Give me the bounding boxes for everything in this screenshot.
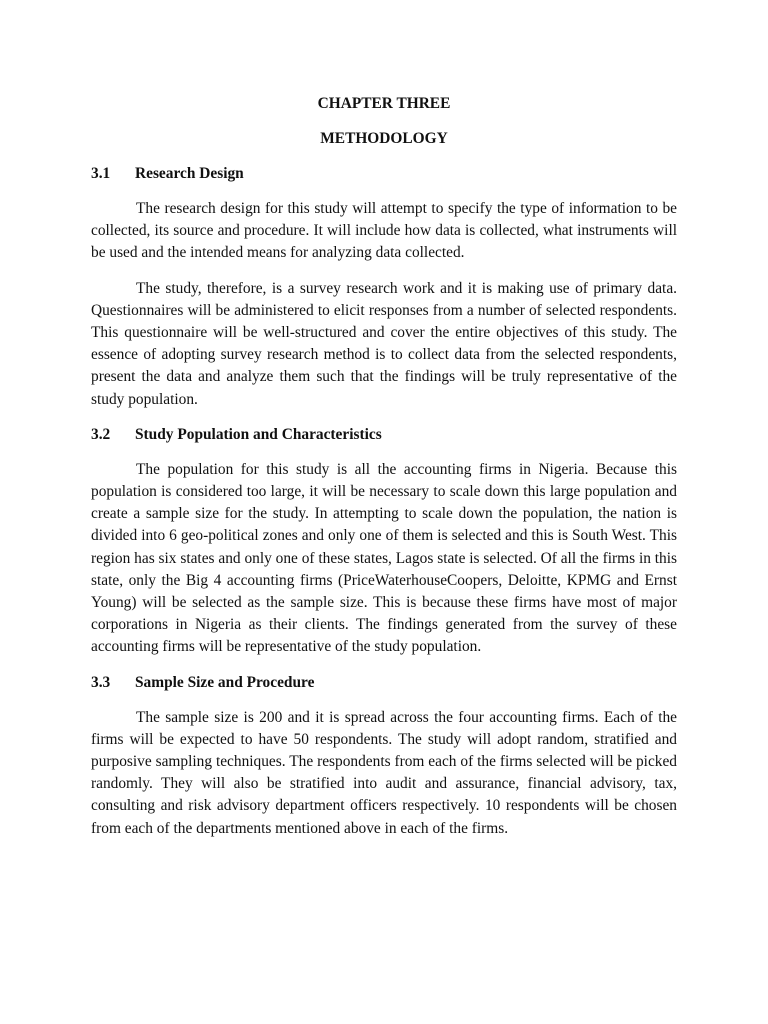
- chapter-subtitle: METHODOLOGY: [320, 130, 448, 147]
- chapter-title: CHAPTER THREE: [317, 95, 451, 112]
- paragraph: The study, therefore, is a survey research work and it is making use of primary data. Questionnaires will be administered to elicit responses from a number of selected respondents. This questionnaire will be well-structured and cover the entire objectives of this study. The essence of adopting survey research method is to collect data from the selected respondents, present the data and analyze them such that the findings will be truly representative of the study population.: [91, 279, 677, 408]
- paragraph: The sample size is 200 and it is spread across the four accounting firms. Each of the firms will be expected to have 50 respondents. The study will adopt random, stratified and purposive sampling techniques. The respondents from each of the firms selected will be picked randomly. They will also be stratified into audit and assurance, financial advisory, tax, consulting and risk advisory department officers respectively. 10 respondents will be chosen from each of the departments mentioned above in each of the firms.: [91, 708, 677, 837]
- section-number: 3.3: [91, 673, 111, 691]
- section-heading-3-1: [91, 163, 677, 185]
- section-number: 3.1: [91, 165, 111, 182]
- paragraph: The research design for this study will attempt to specify the type of information to be collected, its source and procedure. It will include how data is collected, what instruments will be used and the intended means for analyzing data collected.: [91, 200, 677, 262]
- section-heading-3-3: [91, 672, 677, 694]
- section-title: Sample Size and Procedure: [135, 673, 315, 691]
- section-title: Study Population and Characteristics: [135, 425, 382, 443]
- document-page: [91, 90, 677, 840]
- section-number: 3.2: [91, 425, 111, 443]
- section-title: Research Design: [135, 165, 244, 182]
- paragraph: The population for this study is all the accounting firms in Nigeria. Because this population is considered too large, it will be necessary to scale down this large population and create a sample size for the study. In attempting to scale down the population, the nation is divided into 6 geo-political zones and only one of them is selected and this is South West. This region has six states and only one of these states, Lagos state is selected. Of all the firms in this state, only the Big 4 accounting firms (PriceWaterhouseCoopers, Deloitte, KPMG and Ernst Young) will be selected as the sample size. This is because these firms have most of major corporations in Nigeria as their clients. The findings generated from the survey of these accounting firms will be representative of the study population.: [91, 460, 677, 656]
- section-heading-3-2: [91, 424, 677, 446]
